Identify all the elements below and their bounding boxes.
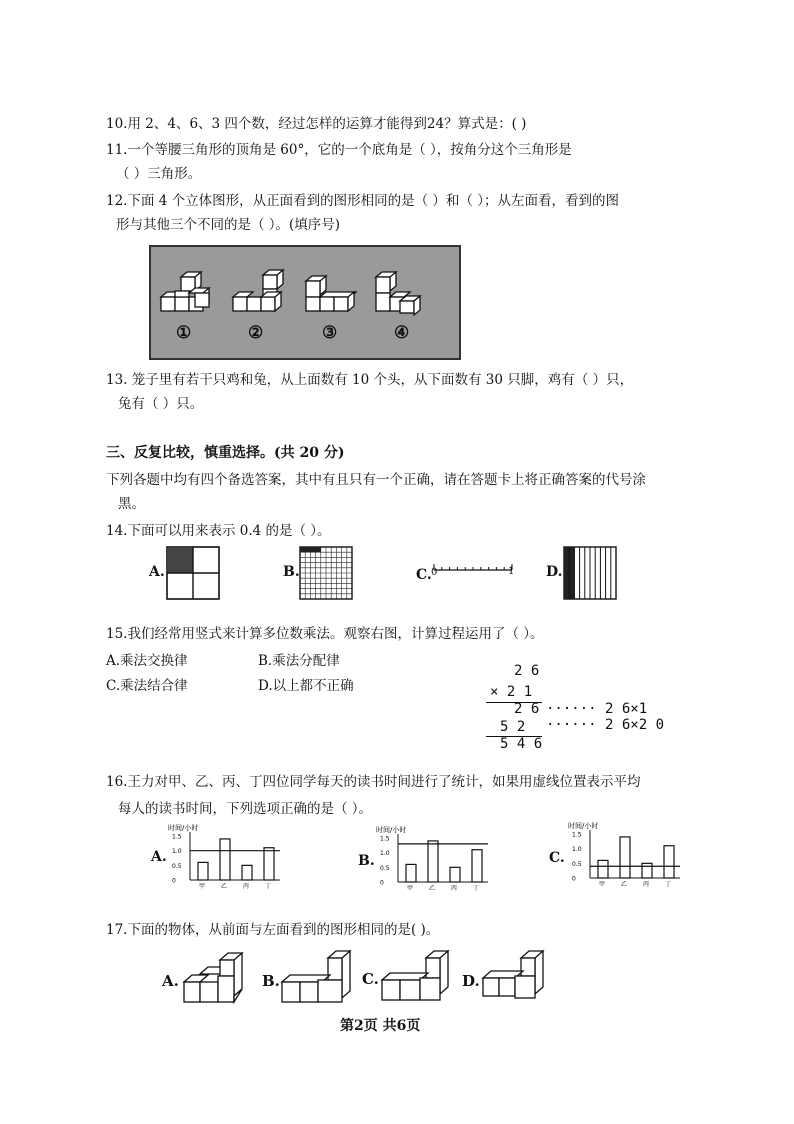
q16-option-b-label: B. — [358, 853, 375, 869]
question-15: 15.我们经常用竖式来计算多位数乘法。观察右图，计算过程运用了（ ）。 — [106, 626, 544, 642]
chart-ytick-label: 0.5 — [172, 862, 182, 870]
chart-bar — [664, 846, 674, 878]
chart-category-label: 丙 — [643, 881, 650, 888]
chart-ytick-label: 1.0 — [172, 848, 182, 856]
chart-ytick-label: 1.5 — [172, 833, 182, 841]
cube-figure-2 — [233, 270, 283, 311]
page-footer: 第2页 共6页 — [340, 1018, 421, 1034]
chart-category-label: 丁 — [473, 885, 480, 892]
chart-ytick-label: 1.5 — [572, 831, 582, 839]
figure-label-2: ② — [248, 323, 264, 343]
q17-option-c-figure — [380, 950, 456, 1006]
q14-option-c-ruler — [432, 560, 516, 580]
q15-option-b: B.乘法分配律 — [258, 653, 340, 669]
chart-bar — [642, 863, 652, 878]
calc-row-multiplier: × 2 1 — [490, 684, 533, 700]
chart-ytick-label: 0.5 — [380, 864, 390, 872]
q17-option-b-label: B. — [262, 972, 280, 990]
chart-category-label: 丙 — [243, 883, 250, 890]
ruler-start-label: 0 — [431, 567, 438, 578]
cube-figure-4 — [376, 272, 420, 315]
chart-category-label: 丁 — [265, 883, 272, 890]
question-16-line1: 16.王力对甲、乙、丙、丁四位同学每天的读书时间进行了统计，如果用虚线位置表示平均 — [106, 774, 641, 790]
q16-chart-a — [168, 824, 288, 890]
figure-label-1: ① — [176, 323, 192, 343]
chart-ytick-label: 1.0 — [572, 846, 582, 854]
question-12-line2: 形与其他三个不同的是（ ）。(填序号) — [116, 217, 341, 233]
calc-note-1: ······ 2 6×1 — [546, 701, 648, 717]
calc-row-partial-2: 5 2 — [500, 719, 526, 735]
chart-category-label: 甲 — [407, 885, 414, 892]
chart-category-label: 甲 — [599, 881, 606, 888]
question-11-line2: （ ）三角形。 — [116, 166, 202, 182]
question-13-line2: 兔有（ ）只。 — [118, 396, 204, 412]
section-3-title: 三、反复比较，慎重选择。(共 20 分) — [106, 445, 345, 461]
section-3-desc-line2: 黑。 — [118, 496, 145, 512]
chart-bar — [472, 850, 482, 882]
q16-chart-b — [376, 826, 496, 892]
q14-option-a-label: A. — [149, 564, 165, 580]
q15-option-c: C.乘法结合律 — [106, 678, 188, 694]
q14-option-b-label: B. — [283, 564, 300, 580]
chart-category-label: 丙 — [451, 885, 458, 892]
calc-note-2: ······ 2 6×2 0 — [546, 717, 665, 733]
figure-label-3: ③ — [322, 323, 338, 343]
q17-option-d-label: D. — [462, 972, 480, 990]
question-12-line1: 12.下面 4 个立体图形，从正面看到的图形相同的是（ ）和（ ）；从左面看，看到的图 — [106, 193, 619, 209]
chart-ytick-label: 0 — [172, 877, 176, 885]
chart-bar — [198, 862, 208, 880]
chart-category-label: 甲 — [199, 883, 206, 890]
q14-option-c-label: C. — [416, 567, 432, 583]
question-11-line1: 11.一个等腰三角形的顶角是 60°，它的一个底角是（ ），按角分这个三角形是 — [106, 142, 572, 158]
q14-option-d-strips — [563, 546, 617, 600]
chart-ytick-label: 1.0 — [380, 850, 390, 858]
chart-bar — [450, 867, 460, 882]
chart-category-label: 乙 — [429, 885, 436, 892]
chart-ylabel: 时间/小时 — [168, 824, 199, 832]
question-14: 14.下面可以用来表示 0.4 的是（ ）。 — [106, 523, 331, 539]
q17-option-d-figure — [481, 950, 553, 1006]
question-17: 17.下面的物体，从前面与左面看到的图形相同的是( )。 — [106, 922, 440, 938]
calc-row-product: 5 4 6 — [500, 736, 543, 752]
cube-figure-1 — [161, 272, 209, 311]
question-13-line1: 13. 笼子里有若干只鸡和兔，从上面数有 10 个头，从下面数有 30 只脚，鸡有（ ）只， — [106, 372, 634, 388]
chart-bar — [264, 848, 274, 880]
q17-option-c-label: C. — [362, 970, 379, 988]
chart-category-label: 乙 — [221, 883, 228, 890]
chart-ytick-label: 0 — [380, 879, 384, 887]
chart-bar — [406, 864, 416, 882]
q14-option-b-grid — [299, 546, 354, 601]
chart-bar — [220, 839, 230, 880]
question-10: 10.用 2、4、6、3 四个数，经过怎样的运算才能得到24？算式是：( ) — [106, 116, 527, 132]
chart-bar — [242, 865, 252, 880]
q14-option-d-label: D. — [546, 564, 563, 580]
chart-ytick-label: 0.5 — [572, 860, 582, 868]
q15-option-a: A.乘法交换律 — [106, 653, 188, 669]
q14-option-a-figure — [166, 546, 220, 600]
chart-bar — [598, 860, 608, 878]
q17-option-a-figure — [180, 952, 250, 1008]
cube-figure-3 — [306, 276, 356, 311]
chart-bar — [428, 841, 438, 882]
q16-option-a-label: A. — [151, 849, 167, 865]
chart-category-label: 乙 — [621, 881, 628, 888]
chart-ylabel: 时间/小时 — [568, 822, 599, 830]
question-16-line2: 每人的读书时间，下列选项正确的是（ ）。 — [118, 801, 373, 817]
chart-bar — [620, 837, 630, 878]
q16-chart-c — [568, 822, 688, 888]
q15-option-d: D.以上都不正确 — [258, 678, 354, 694]
chart-ytick-label: 1.5 — [380, 835, 390, 843]
q12-cube-figures — [151, 247, 463, 362]
ruler-end-label: 1 — [508, 566, 515, 577]
chart-ylabel: 时间/小时 — [376, 826, 407, 834]
chart-category-label: 丁 — [665, 881, 672, 888]
figure-label-4: ④ — [394, 323, 410, 343]
section-3-desc-line1: 下列各题中均有四个备选答案，其中有且只有一个正确，请在答题卡上将正确答案的代号涂 — [106, 472, 646, 488]
chart-ytick-label: 0 — [572, 875, 576, 883]
q17-option-b-figure — [280, 950, 356, 1008]
q16-option-c-label: C. — [549, 850, 565, 866]
q12-figure-panel — [149, 245, 461, 360]
calc-row-multiplicand: 2 6 — [514, 663, 540, 679]
calc-row-partial-1: 2 6 — [514, 701, 540, 717]
q17-option-a-label: A. — [162, 972, 179, 990]
